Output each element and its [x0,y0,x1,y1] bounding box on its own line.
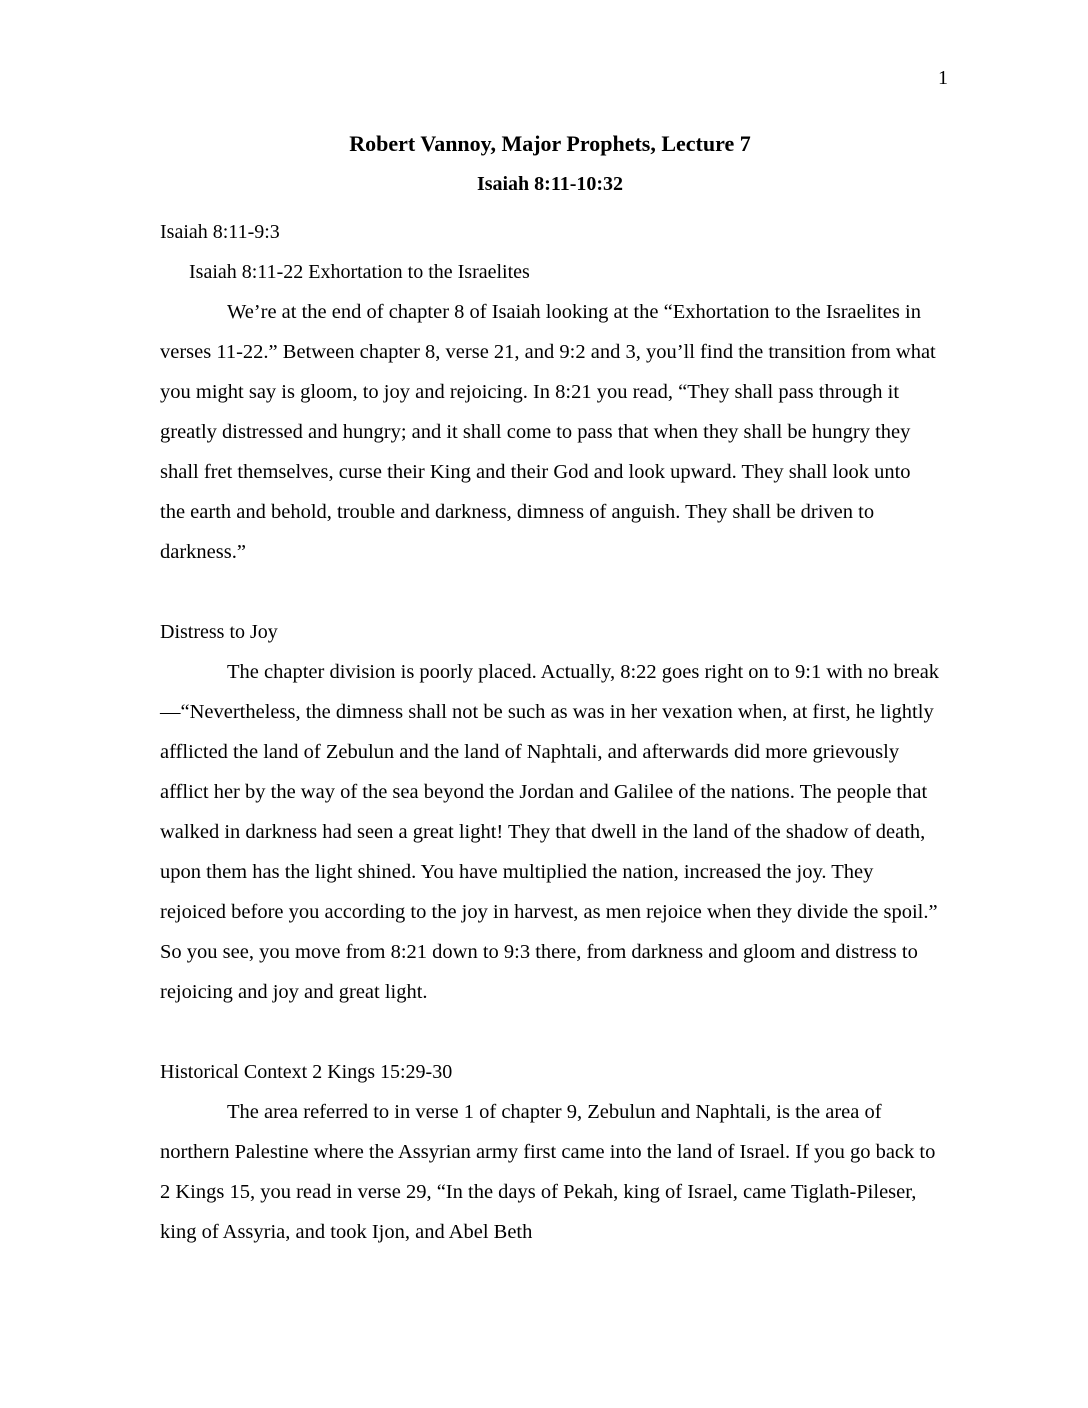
section-spacer [160,572,940,612]
paragraph-exhortation: We’re at the end of chapter 8 of Isaiah looking at the “Exhortation to the Israelites in verses 11-22.” Between chapter 8, verse 21, and 9:2 and 3, you’ll find the transition from what you might say is gloom, to joy and rejoicing. In 8:21 you read, “They shall pass through it greatly distressed and hungry; and it shall come to pass that when they shall be hungry they shall fret themselves, curse their King and their God and look upward. They shall look unto the earth and behold, trouble and darkness, dimness of anguish. They shall be driven to darkness.” [160,301,936,563]
paragraph-distress-to-joy: The chapter division is poorly placed. Actually, 8:22 goes right on to 9:1 with no break—“Nevertheless, the dimness shall not be such as was in her vexation when, at first, he lightly afflicted the land of Zebulun and the land of Naphtali, and afterwards did more grievously afflict her by the way of the sea beyond the Jordan and Galilee of the nations. The people that walked in darkness had seen a great light! They that dwell in the land of the shadow of death, upon them has the light shined. You have multiplied the nation, increased the joy. They rejoiced before you according to the joy in harvest, as men rejoice when they divide the spoil.” So you see, you move from 8:21 down to 9:3 there, from darkness and gloom and distress to rejoicing and joy and great light. [160,661,940,1003]
section-heading-historical-context: Historical Context 2 Kings 15:29-30 [160,1061,453,1083]
subsection-heading-exhortation: Isaiah 8:11-22 Exhortation to the Israelites [189,261,530,283]
paragraph-historical-context: The area referred to in verse 1 of chapter 9, Zebulun and Naphtali, is the area of northern Palestine where the Assyrian army first came into the land of Israel. If you go back to 2 Kings 15, you read in verse 29, “In the days of Pekah, king of Israel, came Tiglath-Pileser, king of Assyria, and took Ijon, and Abel Beth [160,1101,936,1243]
page-number: 1 [938,67,948,89]
section-heading-distress-to-joy: Distress to Joy [160,621,278,643]
section-spacer [160,1012,940,1052]
section-heading-isaiah-8-11-9-3: Isaiah 8:11-9:3 [160,221,280,243]
document-body [160,126,940,1252]
document-title: Robert Vannoy, Major Prophets, Lecture 7 [349,131,751,156]
document-subtitle: Isaiah 8:11-10:32 [476,173,624,195]
